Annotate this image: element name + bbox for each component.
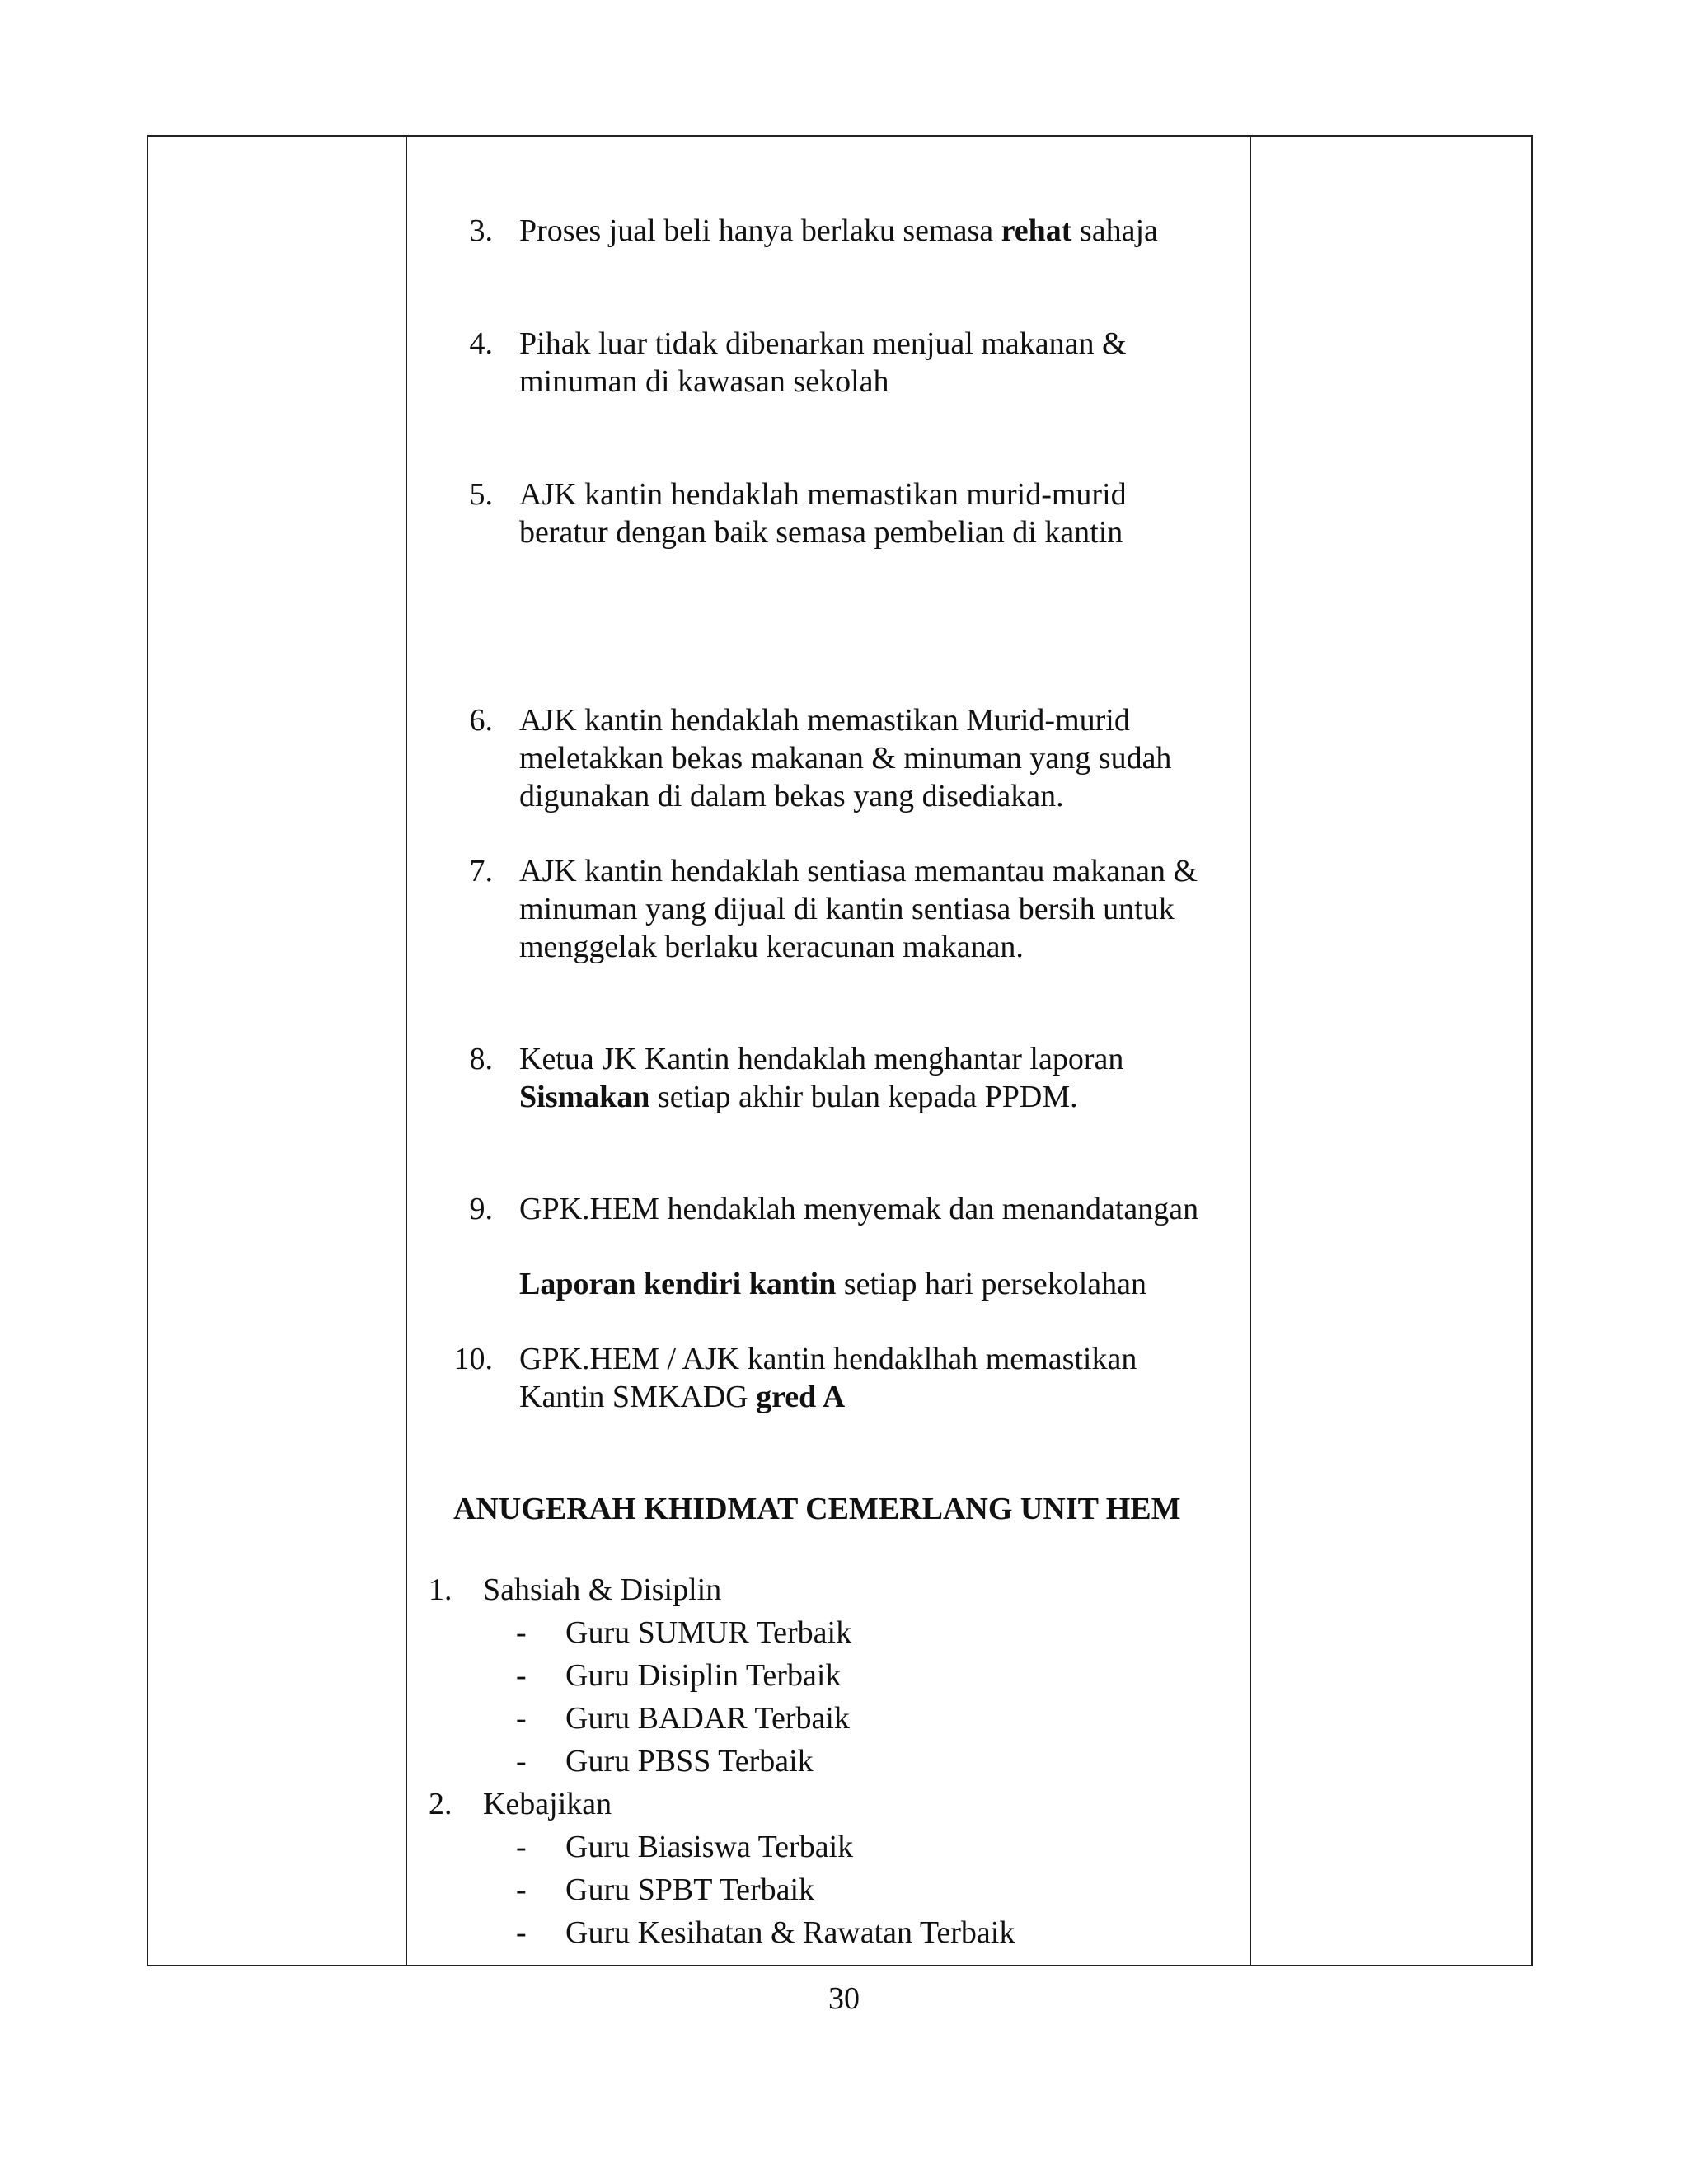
list-dash: - [516,1872,527,1907]
list-dash: - [516,1744,527,1779]
rule-9-line-1: GPK.HEM hendaklah menyemak dan menandatangan [519,1192,1199,1226]
rule-number: 9. [469,1192,493,1226]
text-run: setiap hari persekolahan [836,1267,1147,1301]
rule-number: 4. [469,326,493,361]
rule-8-line-2 [519,1078,1078,1116]
rule-8-line-1: Ketua JK Kantin hendaklah menghantar laporan [519,1042,1124,1076]
bold-text: Laporan kendiri kantin [519,1267,837,1301]
page-number: 30 [828,1981,860,2016]
bold-text: Sismakan [519,1080,650,1114]
rule-number: 8. [469,1042,493,1076]
right-empty-cell [1251,137,1531,1965]
bold-text: gred A [756,1380,846,1414]
list-dash: - [516,1615,527,1650]
rule-7-line-1: AJK kantin hendaklah sentiasa memantau makanan & [519,854,1198,888]
rule-7-line-2: minuman yang dijual di kantin sentiasa bersih untuk [519,892,1175,926]
award-number: 1. [429,1572,452,1607]
text-run: setiap akhir bulan kepada PPDM. [649,1080,1078,1114]
text-run: Proses jual beli hanya berlaku semasa [519,213,1001,248]
award-item: Guru SPBT Terbaik [565,1872,815,1907]
rule-number: 7. [469,854,493,888]
award-item: Guru SUMUR Terbaik [565,1615,852,1650]
rule-5-line-1: AJK kantin hendaklah memastikan murid-murid [519,477,1127,512]
rule-3-line-1 [519,212,1158,250]
left-empty-cell [148,137,406,1965]
rule-6-line-3: digunakan di dalam bekas yang disediakan. [519,779,1064,813]
list-dash: - [516,1701,527,1736]
column-divider-left [406,137,407,1965]
rule-6-line-1: AJK kantin hendaklah memastikan Murid-murid [519,703,1130,738]
award-category: Kebajikan [483,1787,612,1821]
award-item: Guru Kesihatan & Rawatan Terbaik [565,1915,1015,1950]
rule-number: 5. [469,477,493,512]
award-item: Guru BADAR Terbaik [565,1701,850,1736]
rule-number: 10. [453,1342,493,1376]
text-run: Kantin SMKADG [519,1380,757,1414]
list-dash: - [516,1658,527,1693]
award-category: Sahsiah & Disiplin [483,1572,722,1607]
award-item: Guru Biasiswa Terbaik [565,1830,854,1864]
award-number: 2. [429,1787,452,1821]
rule-4-line-1: Pihak luar tidak dibenarkan menjual makanan & [519,326,1127,361]
rule-number: 3. [469,213,493,248]
rule-6-line-2: meletakkan bekas makanan & minuman yang sudah [519,741,1172,776]
rule-10-line-2 [519,1378,845,1416]
award-item: Guru PBSS Terbaik [565,1744,814,1779]
bold-text: rehat [1001,213,1072,248]
rule-5-line-2: beratur dengan baik semasa pembelian di kantin [519,515,1123,550]
rule-number: 6. [469,703,493,738]
section-heading: ANUGERAH KHIDMAT CEMERLANG UNIT HEM [453,1492,1181,1526]
rule-9-line-2 [519,1265,1146,1303]
list-dash: - [516,1830,527,1864]
rule-7-line-3: menggelak berlaku keracunan makanan. [519,930,1024,964]
list-dash: - [516,1915,527,1950]
text-run: sahaja [1071,213,1158,248]
award-item: Guru Disiplin Terbaik [565,1658,842,1693]
rule-4-line-2: minuman di kawasan sekolah [519,364,889,399]
rule-10-line-1: GPK.HEM / AJK kantin hendaklhah memastikan [519,1342,1137,1376]
